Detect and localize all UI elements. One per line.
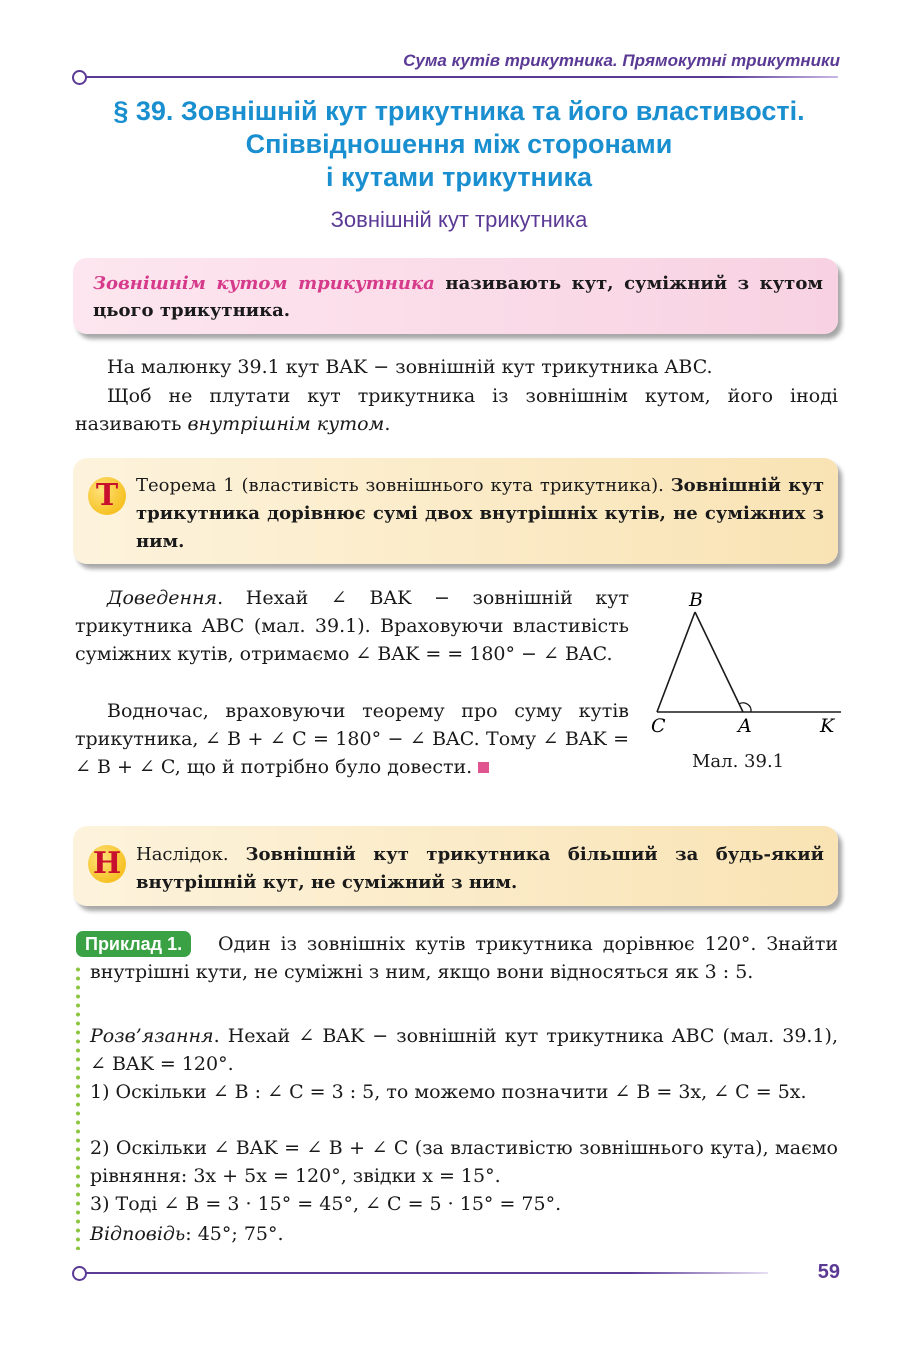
footer-divider [78, 1272, 768, 1274]
solution-step-3: 3) Тоді ∠ B = 3 · 15° = 45°, ∠ C = 5 · 15° = 75°. [90, 1193, 562, 1215]
intro-paragraph-2-italic: внутрішнім кутом [187, 413, 385, 435]
corollary-badge-icon: Н [88, 845, 126, 883]
proof-label: Доведення [107, 587, 218, 609]
solution-step-1: 1) Оскільки ∠ B : ∠ C = 3 : 5, то можемо позначити ∠ B = 3x, ∠ C = 5x. [90, 1081, 807, 1103]
label-K: K [820, 715, 835, 737]
end-of-proof-icon [478, 762, 489, 773]
page-number: 59 [817, 1261, 840, 1283]
corollary-text [136, 841, 824, 897]
side-BA [695, 612, 743, 712]
side-BC [657, 612, 695, 712]
corollary-heading: Наслідок. [136, 844, 229, 865]
answer-label: Відповідь [90, 1223, 186, 1245]
solution-step-2: 2) Оскільки ∠ BAK = ∠ B + ∠ C (за властивістю зовнішнього кута), маємо рівняння: 3x + 5x = 120°, звідки x = 15°. [90, 1137, 838, 1187]
theorem-statement: Зовнішній кут трикутника дорівнює сумі двох внутрішніх кутів, не суміжних з ним. [136, 475, 824, 552]
running-title: Сума кутів трикутника. Прямокутні трикутники [403, 51, 840, 70]
solution-intro-text: . Нехай ∠ BAK − зовнішній кут трикутника ABC (мал. 39.1), ∠ BAK = 120°. [90, 1025, 838, 1075]
definition-text [93, 270, 823, 324]
section-title-line1: § 39. Зовнішній кут трикутника та його властивості. [113, 96, 805, 126]
proof-paragraph-1 [75, 584, 629, 668]
theorem-heading: Теорема 1 (властивість зовнішнього кута трикутника). [136, 475, 664, 496]
intro-paragraph-2-end: . [384, 413, 391, 435]
answer [90, 1220, 838, 1248]
answer-text: : 45°; 75°. [185, 1223, 284, 1245]
intro-paragraph-1: На малюнку 39.1 кут BAK − зовнішній кут трикутника ABC. [107, 356, 713, 378]
proof-paragraph-2 [75, 697, 629, 781]
section-title [60, 95, 858, 194]
theorem-badge-icon: Т [88, 477, 126, 515]
solution-label: Розв’язання [90, 1025, 214, 1047]
definition-body: називають кут, суміжний з кутом цього трикутника. [93, 273, 823, 321]
section-title-line3: і кутами трикутника [325, 162, 592, 192]
intro-paragraph-2 [75, 382, 838, 438]
theorem-text [136, 472, 824, 556]
proof-text-2: Водночас, враховуючи теорему про суму кутів трикутника, ∠ B + ∠ C = 180° − ∠ BAC. Тому ∠ BAK = ∠ B + ∠ C, що й потрібно було довести. [75, 700, 629, 778]
label-C: C [651, 715, 666, 737]
header-divider [78, 76, 838, 78]
label-B: B [689, 590, 703, 611]
section-subtitle: Зовнішній кут трикутника [330, 207, 588, 232]
header-circle-marker [72, 70, 87, 85]
example-dotted-border [76, 965, 80, 1250]
corollary-statement: Зовнішній кут трикутника більший за будь-який внутрішній кут, не суміжний з ним. [136, 844, 824, 893]
label-A: A [738, 715, 752, 737]
example-problem: Один із зовнішніх кутів трикутника дорівнює 120°. Знайти внутрішні кути, не суміжні з ним, якщо вони відносяться як 3 : 5. [90, 933, 838, 983]
intro-paragraph-2-text: Щоб не плутати кут трикутника із зовнішнім кутом, його іноді називають [75, 385, 838, 435]
example-badge: Приклад 1. [76, 931, 191, 957]
section-title-line2: Співвідношення між сторонами [245, 129, 673, 159]
solution-intro [90, 1022, 838, 1078]
proof-text-1: . Нехай ∠ BAK − зовнішній кут трикутника ABC (мал. 39.1). Враховуючи властивість суміжних кутів, отримаємо ∠ BAK = = 180° − ∠ BAC. [75, 587, 629, 665]
footer-circle-marker [72, 1266, 87, 1281]
definition-term: Зовнішнім кутом трикутника [93, 273, 435, 294]
figure-caption: Мал. 39.1 [692, 751, 785, 772]
